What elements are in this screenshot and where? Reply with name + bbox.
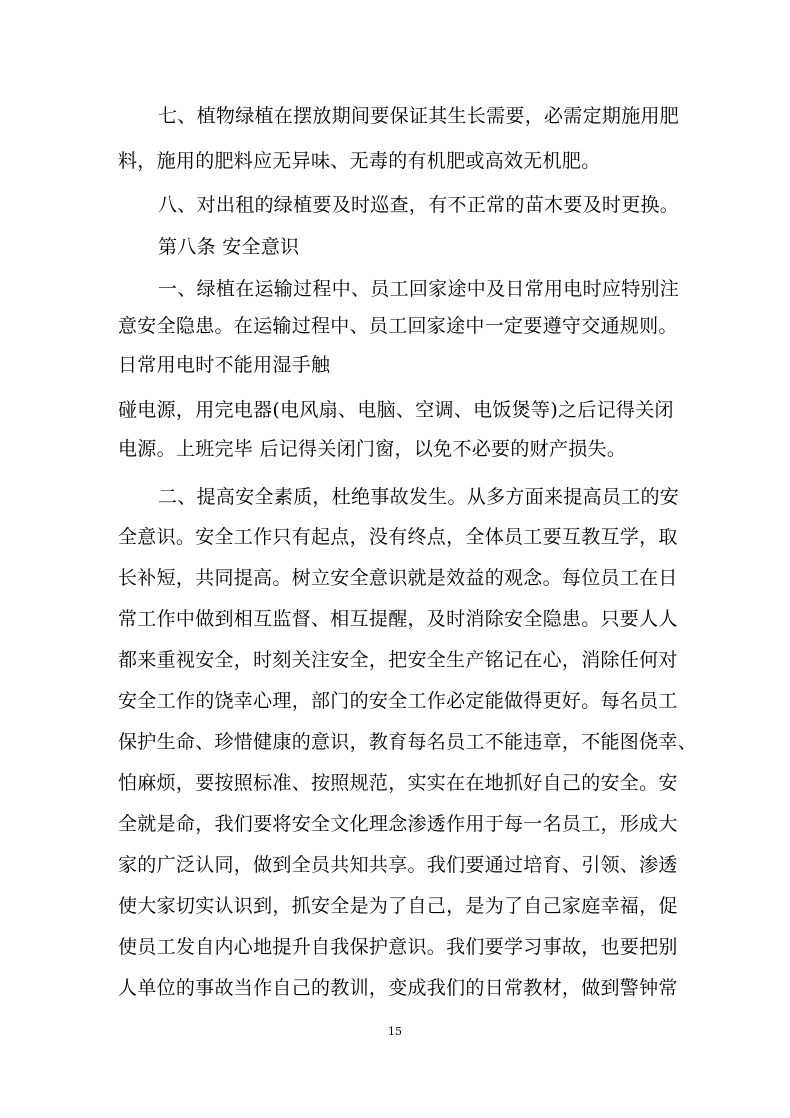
paragraph-line: 碰电源，用完电器(电风扇、电脑、空调、电饭煲等)之后记得关闭 bbox=[118, 399, 674, 421]
paragraph-line: 二、提高安全素质，杜绝事故发生。从多方面来提高员工的安 bbox=[158, 486, 680, 508]
paragraph-line: 家的广泛认同，做到全员共知共享。我们要通过培育、引领、渗透 bbox=[118, 854, 678, 876]
paragraph-line: 电源。上班完毕 后记得关闭门窗，以免不必要的财产损失。 bbox=[118, 438, 627, 460]
paragraph-line: 常工作中做到相互监督、相互提醒，及时消除安全隐患。只要人人 bbox=[118, 608, 678, 630]
paragraph-line: 人单位的事故当作自己的教训，变成我们的日常教材，做到警钟常 bbox=[118, 977, 678, 999]
section-heading: 第八条 安全意识 bbox=[158, 236, 300, 258]
paragraph-line: 都来重视安全，时刻关注安全，把安全生产铭记在心，消除任何对 bbox=[118, 649, 678, 671]
paragraph-line: 使大家切实认识到，抓安全是为了自己，是为了自己家庭幸福，促 bbox=[118, 895, 678, 917]
paragraph-line: 全意识。安全工作只有起点，没有终点，全体员工要互教互学，取 bbox=[118, 526, 678, 548]
paragraph-line: 八、对出租的绿植要及时巡查，有不正常的苗木要及时更换。 bbox=[158, 194, 680, 216]
paragraph-line: 怕麻烦，要按照标准、按照规范，实实在在地抓好自己的安全。安 bbox=[118, 772, 678, 794]
paragraph-line: 料，施用的肥料应无异味、无毒的有机肥或高效无机肥。 bbox=[118, 150, 601, 172]
paragraph-line: 日常用电时不能用湿手触 bbox=[118, 354, 331, 376]
paragraph-line: 七、植物绿植在摆放期间要保证其生长需要，必需定期施用肥 bbox=[158, 105, 680, 127]
paragraph-line: 一、绿植在运输过程中、员工回家途中及日常用电时应特别注 bbox=[158, 278, 680, 300]
page-number: 15 bbox=[388, 1025, 402, 1038]
paragraph-line: 安全工作的饶幸心理，部门的安全工作必定能做得更好。每名员工 bbox=[118, 690, 678, 712]
paragraph-line: 意安全隐患。在运输过程中、员工回家途中一定要遵守交通规则。 bbox=[118, 315, 678, 337]
paragraph-line: 保护生命、珍惜健康的意识，教育每名员工不能违章，不能图侥幸、 bbox=[118, 731, 698, 753]
paragraph-line: 使员工发自内心地提升自我保护意识。我们要学习事故，也要把别 bbox=[118, 936, 678, 958]
paragraph-line: 长补短，共同提高。树立安全意识就是效益的观念。每位员工在日 bbox=[118, 567, 678, 589]
paragraph-line: 全就是命，我们要将安全文化理念渗透作用于每一名员工，形成大 bbox=[118, 813, 678, 835]
